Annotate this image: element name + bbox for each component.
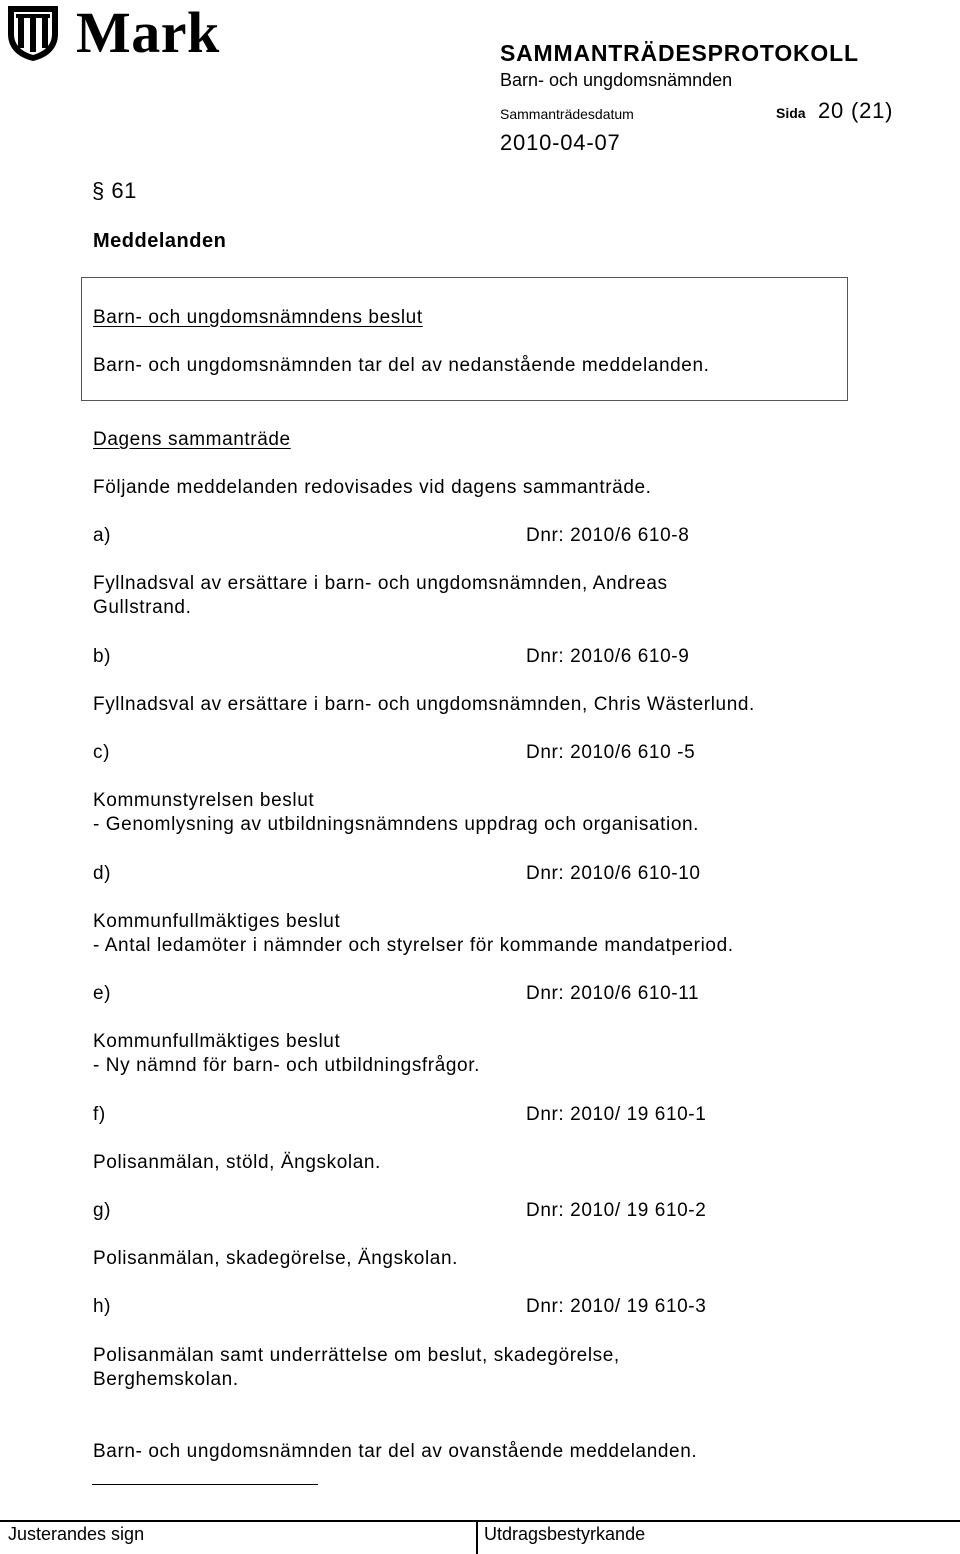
item-dnr: Dnr: 2010/6 610-8 — [526, 525, 690, 546]
page-label: Sida — [776, 105, 806, 121]
committee-name: Barn- och ungdomsnämnden — [500, 70, 733, 90]
item-letter: c) — [93, 742, 111, 763]
item-description: Kommunfullmäktiges beslut — [93, 1031, 341, 1052]
decision-box — [81, 277, 848, 401]
page-number: 20 (21) — [818, 98, 894, 123]
footer-divider — [476, 1521, 478, 1554]
signature-line — [92, 1484, 318, 1485]
item-dnr: Dnr: 2010/ 19 610-1 — [526, 1104, 707, 1125]
item-description: Kommunstyrelsen beslut — [93, 790, 315, 811]
closing-statement: Barn- och ungdomsnämnden tar del av ovanstående meddelanden. — [93, 1441, 698, 1462]
item-description: Polisanmälan, stöld, Ängskolan. — [93, 1152, 381, 1173]
item-dnr: Dnr: 2010/6 610 -5 — [526, 742, 696, 763]
item-letter: e) — [93, 983, 112, 1004]
item-dnr: Dnr: 2010/6 610-11 — [526, 983, 700, 1004]
item-description: Polisanmälan samt underrättelse om beslut, skadegörelse, — [93, 1345, 620, 1366]
item-letter: d) — [93, 863, 112, 884]
item-description: Fyllnadsval av ersättare i barn- och ungdomsnämnden, Andreas — [93, 573, 668, 594]
decision-text: Barn- och ungdomsnämnden tar del av nedanstående meddelanden. — [93, 355, 710, 376]
municipality-coat-of-arms-logo — [6, 4, 60, 62]
item-description: Kommunfullmäktiges beslut — [93, 911, 341, 932]
item-letter: b) — [93, 646, 112, 667]
item-description: Fyllnadsval av ersättare i barn- och ungdomsnämnden, Chris Wästerlund. — [93, 694, 755, 715]
section-title: Meddelanden — [93, 230, 227, 252]
todays-meeting-intro: Följande meddelanden redovisades vid dagens sammanträde. — [93, 477, 652, 498]
item-description: Polisanmälan, skadegörelse, Ängskolan. — [93, 1248, 459, 1269]
item-letter: g) — [93, 1200, 112, 1221]
item-dnr: Dnr: 2010/ 19 610-3 — [526, 1296, 707, 1317]
meeting-date: 2010-04-07 — [500, 130, 621, 155]
item-letter: h) — [93, 1296, 112, 1317]
todays-meeting-heading: Dagens sammanträde — [93, 429, 291, 450]
item-description-cont: Berghemskolan. — [93, 1369, 239, 1390]
item-letter: a) — [93, 525, 112, 546]
meeting-date-label: Sammanträdesdatum — [500, 106, 634, 122]
document-title: SAMMANTRÄDESPROTOKOLL — [500, 40, 859, 66]
item-description-cont: Gullstrand. — [93, 597, 192, 618]
footer-adjusters-sign-label: Justerandes sign — [8, 1524, 145, 1544]
municipality-name: Mark — [76, 0, 220, 65]
item-dnr: Dnr: 2010/6 610-9 — [526, 646, 690, 667]
decision-heading: Barn- och ungdomsnämndens beslut — [93, 307, 423, 328]
item-letter: f) — [93, 1104, 106, 1125]
item-dnr: Dnr: 2010/6 610-10 — [526, 863, 701, 884]
item-dnr: Dnr: 2010/ 19 610-2 — [526, 1200, 707, 1221]
item-description-cont: - Antal ledamöter i nämnder och styrelser för kommande mandatperiod. — [93, 935, 734, 956]
footer-rule — [0, 1520, 960, 1522]
item-description-cont: - Genomlysning av utbildningsnämndens uppdrag och organisation. — [93, 814, 700, 835]
item-description-cont: - Ny nämnd för barn- och utbildningsfrågor. — [93, 1055, 480, 1076]
footer-extract-certification-label: Utdragsbestyrkande — [484, 1524, 646, 1544]
paragraph-number: § 61 — [92, 178, 137, 203]
